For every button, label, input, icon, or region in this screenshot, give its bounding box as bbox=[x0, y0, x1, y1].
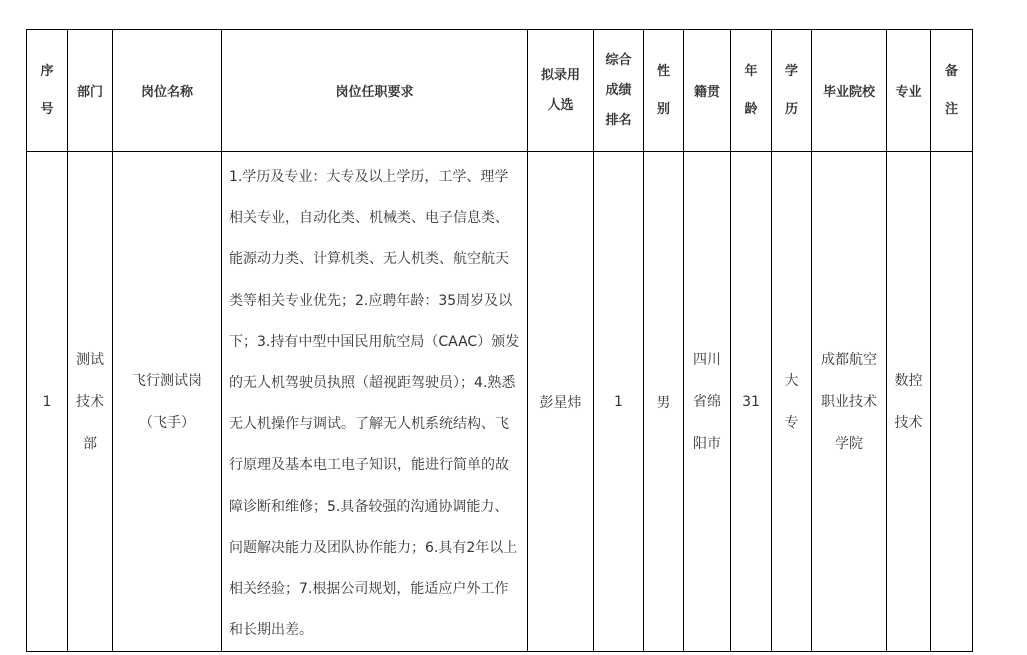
header-dept: 部门 bbox=[68, 30, 113, 152]
header-gender: 性别 bbox=[644, 30, 684, 152]
cell-remark bbox=[931, 152, 973, 652]
position-title: 飞行测试岗 bbox=[132, 372, 202, 389]
header-education: 学历 bbox=[772, 30, 812, 152]
cell-education: 大专 bbox=[772, 152, 812, 652]
position-subtitle: （飞手） bbox=[139, 414, 195, 431]
header-position: 岗位名称 bbox=[113, 30, 222, 152]
cell-dept: 测试技术部 bbox=[68, 152, 113, 652]
cell-requirements: 1.学历及专业：大专及以上学历，工学、理学相关专业，自动化类、机械类、电子信息类、能源动力类、计算机类、无人机类、航空航天类等相关专业优先；2.应聘年龄：35周岁及以下；3.持有中型中国民用航空局（CAAC）颁发的无人机驾驶员执照（超视距驾驶员）；4.熟悉无人机操作与调试。了解无人机系统结构、飞行原理及基本电工电子知识，能进行简单的故障诊断和维修；5.具备较强的沟通协调能力、问题解决能力及团队协作能力；6.具有2年以上相关经验；7.根据公司规划，能适应户外工作和长期出差。 bbox=[222, 152, 528, 652]
cell-origin: 四川省绵阳市 bbox=[684, 152, 731, 652]
cell-college: 成都航空职业技术学院 bbox=[812, 152, 887, 652]
header-origin: 籍贯 bbox=[684, 30, 731, 152]
header-candidate: 拟录用人选 bbox=[528, 30, 594, 152]
header-college: 毕业院校 bbox=[812, 30, 887, 152]
header-age: 年龄 bbox=[731, 30, 772, 152]
cell-candidate: 彭星炜 bbox=[528, 152, 594, 652]
cell-position bbox=[113, 152, 222, 652]
cell-gender: 男 bbox=[644, 152, 684, 652]
recruitment-table bbox=[26, 29, 973, 652]
table-row bbox=[27, 152, 973, 652]
header-major: 专业 bbox=[887, 30, 931, 152]
cell-rank: 1 bbox=[594, 152, 644, 652]
header-requirements: 岗位任职要求 bbox=[222, 30, 528, 152]
header-seq: 序号 bbox=[27, 30, 68, 152]
cell-major: 数控技术 bbox=[887, 152, 931, 652]
header-row bbox=[27, 30, 973, 152]
header-rank: 综合成绩排名 bbox=[594, 30, 644, 152]
cell-seq: 1 bbox=[27, 152, 68, 652]
cell-age: 31 bbox=[731, 152, 772, 652]
header-remark: 备注 bbox=[931, 30, 973, 152]
